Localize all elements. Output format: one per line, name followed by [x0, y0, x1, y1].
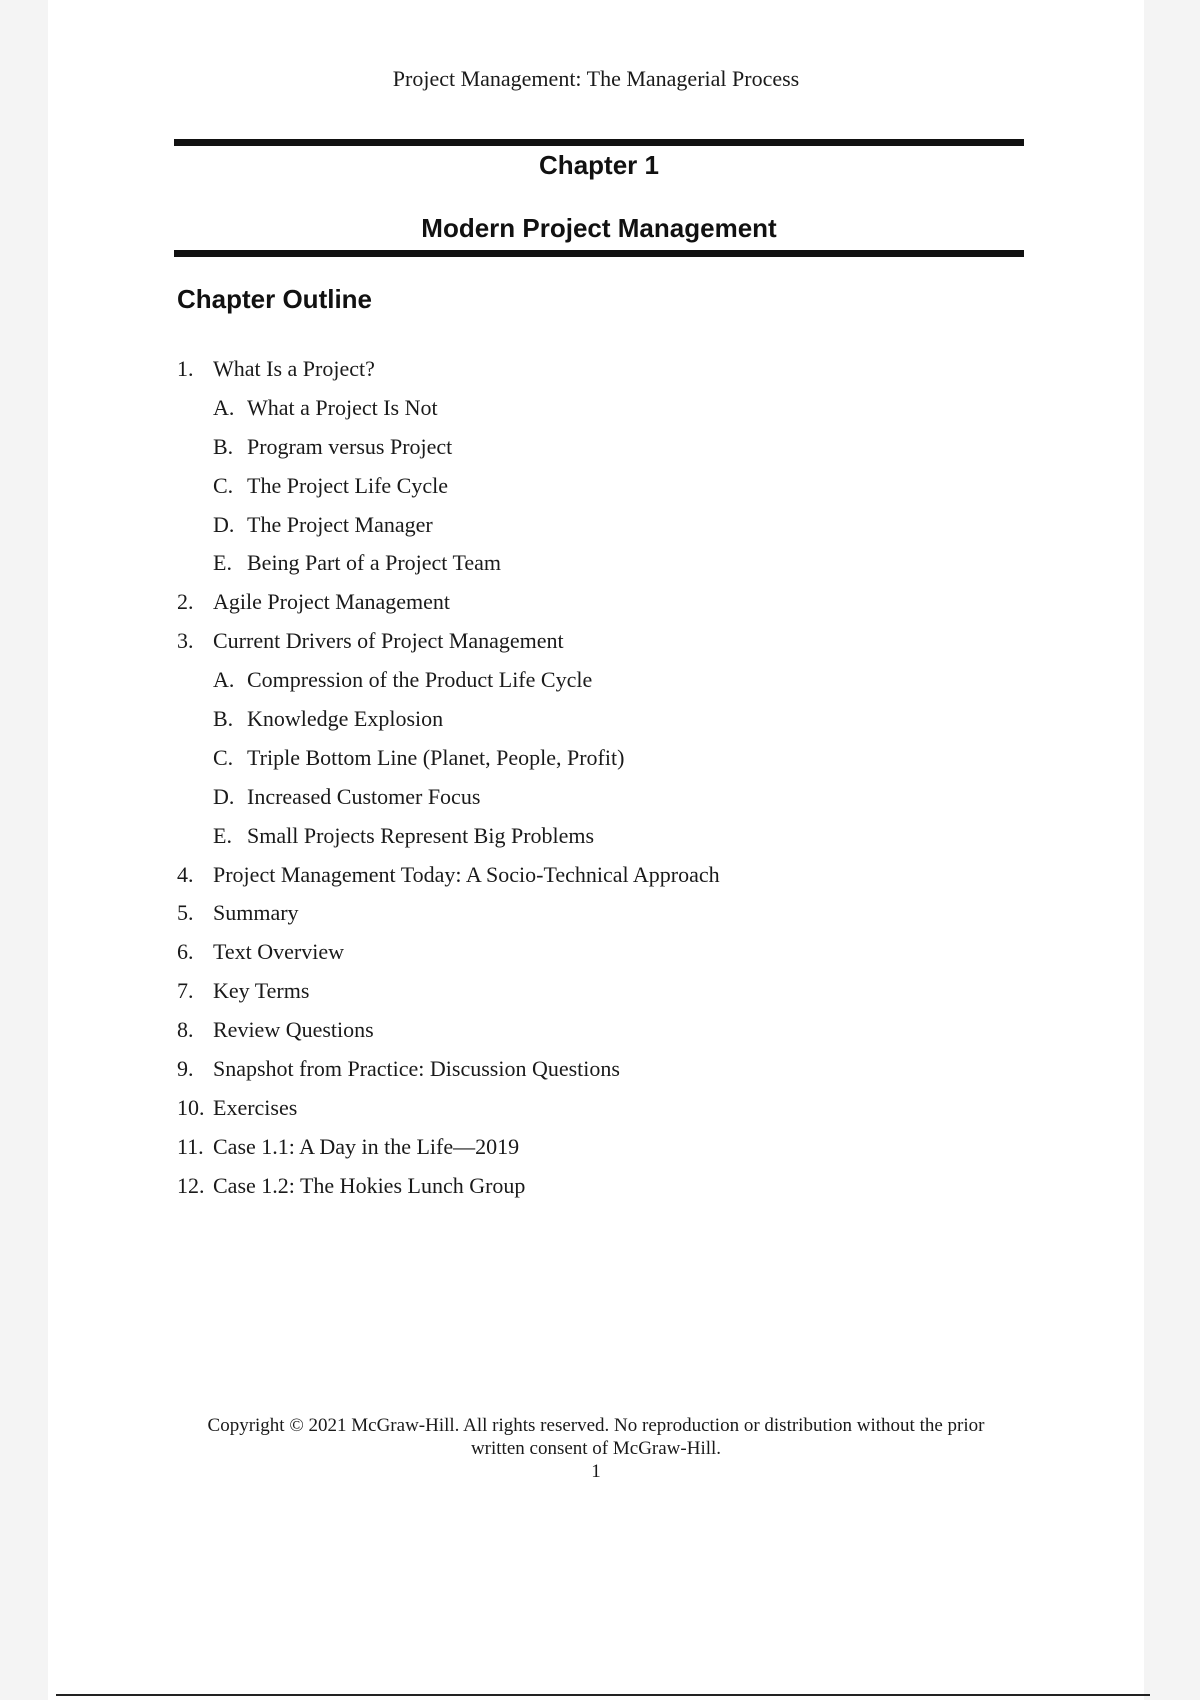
- item-number: 1.: [177, 356, 194, 381]
- item-number: 9.: [177, 1056, 194, 1082]
- outline-subitem: [177, 778, 720, 817]
- item-text: Increased Customer Focus: [247, 783, 481, 809]
- outline-subitem: [177, 739, 720, 778]
- item-text: The Project Manager: [247, 511, 433, 537]
- item-letter: B.: [213, 706, 234, 732]
- outline-subitem: [177, 428, 720, 467]
- copyright-line-2: written consent of McGraw-Hill.: [470, 1438, 722, 1459]
- item-letter: E.: [213, 822, 232, 848]
- item-text: Knowledge Explosion: [247, 706, 444, 732]
- item-letter: C.: [213, 744, 234, 770]
- outline-item: [177, 933, 720, 972]
- item-number: 2.: [177, 589, 194, 615]
- item-text: Project Management Today: A Socio-Technical Approach: [213, 861, 720, 887]
- item-text: Agile Project Management: [213, 589, 451, 615]
- outline-item: [177, 1050, 720, 1089]
- item-text: Program versus Project: [247, 433, 453, 459]
- outline-subitem: [177, 467, 720, 506]
- item-number: 3.: [177, 628, 194, 654]
- outline-item: [177, 856, 720, 895]
- item-letter: B.: [213, 433, 234, 459]
- item-text: Snapshot from Practice: Discussion Questions: [213, 1056, 620, 1082]
- document-page: [48, 0, 1144, 1700]
- item-number: 7.: [177, 978, 194, 1004]
- item-text: Text Overview: [213, 939, 345, 965]
- outline-heading: Chapter Outline: [177, 284, 373, 314]
- item-letter: E.: [213, 550, 232, 576]
- item-text: Triple Bottom Line (Planet, People, Profit): [247, 744, 625, 770]
- outline-item: [177, 622, 720, 661]
- item-number: 5.: [177, 900, 194, 926]
- item-text: Small Projects Represent Big Problems: [247, 822, 595, 848]
- item-letter: A.: [213, 394, 235, 420]
- item-letter: D.: [213, 511, 235, 537]
- item-text: Key Terms: [213, 978, 310, 1004]
- item-number: 8.: [177, 1017, 194, 1043]
- item-text: The Project Life Cycle: [247, 472, 448, 498]
- outline-subitem: [177, 700, 720, 739]
- item-number: 11.: [177, 1133, 204, 1159]
- outline-item: [177, 583, 720, 622]
- chapter-number: Chapter 1: [539, 150, 659, 180]
- chapter-outline-list: [177, 350, 720, 1206]
- top-rule: [174, 139, 1024, 146]
- page-separator-line: [56, 1694, 1150, 1696]
- outline-subitem: [177, 389, 720, 428]
- item-text: Current Drivers of Project Management: [213, 628, 564, 654]
- outline-item: [177, 1167, 720, 1206]
- item-number: 12.: [177, 1172, 205, 1198]
- item-text: Case 1.1: A Day in the Life—2019: [213, 1133, 520, 1159]
- outline-subitem: [177, 544, 720, 583]
- outline-item: [177, 1089, 720, 1128]
- item-text: Being Part of a Project Team: [247, 550, 502, 576]
- outline-item: [177, 1128, 720, 1167]
- outline-item: [177, 350, 720, 389]
- item-text: What a Project Is Not: [247, 394, 438, 420]
- outline-item: [177, 972, 720, 1011]
- item-text: Review Questions: [213, 1017, 374, 1043]
- item-text: Case 1.2: The Hokies Lunch Group: [213, 1172, 526, 1198]
- item-letter: C.: [213, 472, 234, 498]
- chapter-title: Modern Project Management: [421, 213, 777, 243]
- outline-subitem: [177, 661, 720, 700]
- copyright-notice: [48, 1414, 1144, 1460]
- copyright-line-1: Copyright © 2021 McGraw-Hill. All rights reserved. No reproduction or distribution without the prior: [207, 1415, 985, 1436]
- page-number: 1: [591, 1461, 601, 1482]
- item-number: 10.: [177, 1094, 205, 1120]
- item-number: 6.: [177, 939, 194, 965]
- item-text: What Is a Project?: [213, 356, 375, 381]
- outline-subitem: [177, 817, 720, 856]
- running-header: Project Management: The Managerial Process: [392, 66, 800, 91]
- outline-item: [177, 894, 720, 933]
- item-letter: A.: [213, 667, 235, 693]
- item-text: Compression of the Product Life Cycle: [247, 667, 593, 693]
- item-number: 4.: [177, 861, 194, 887]
- bottom-rule: [174, 250, 1024, 257]
- outline-item: [177, 1011, 720, 1050]
- item-letter: D.: [213, 783, 235, 809]
- item-text: Exercises: [213, 1094, 298, 1120]
- outline-subitem: [177, 506, 720, 545]
- item-text: Summary: [213, 900, 299, 926]
